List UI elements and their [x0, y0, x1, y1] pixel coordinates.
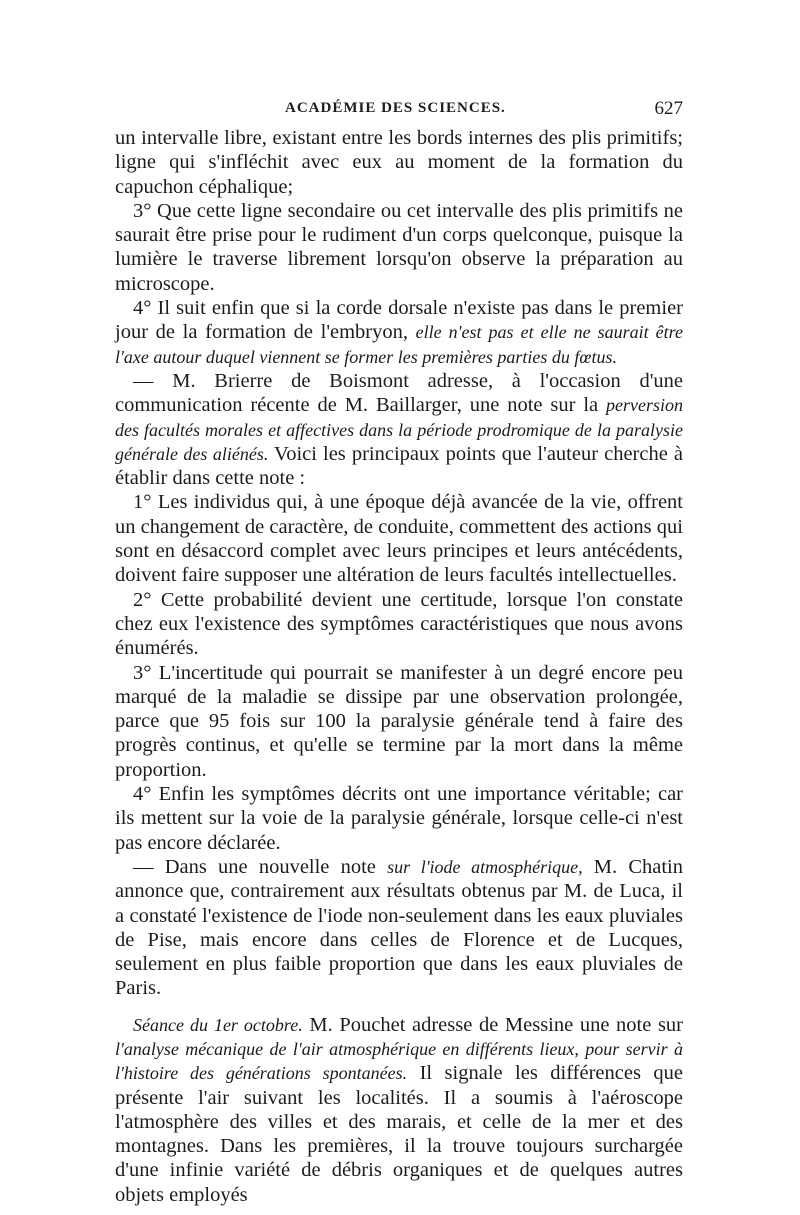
italic-text: l'analyse mécanique de l'air atmosphérique en différents lieux, pour servir à l'histoire des générations spontanées. — [115, 1038, 683, 1084]
paragraph — [115, 588, 683, 661]
paragraph-text: 3° Que cette ligne secondaire ou cet intervalle des plis primitifs ne saurait être prise pour le rudiment d'un corps quelconque, puisque la lumière le traverse librement lorsqu'on observe la préparation au microscope. — [115, 199, 683, 295]
paragraph-text: 1° Les individus qui, à une époque déjà avancée de la vie, offrent un changement de caractère, de conduite, commettent des actions qui sont en désaccord complet avec leurs principes et leurs antécédents, doivent faire supposer une altération de leurs facultés intellectuelles. — [115, 491, 683, 587]
paragraph — [115, 661, 683, 782]
paragraph-text: un intervalle libre, existant entre les bords internes des plis primitifs; ligne qui s'infléchit avec eux au moment de la formation du capuchon céphalique; — [115, 127, 683, 198]
paragraph-text: 4° Enfin les symptômes décrits ont une importance véritable; car ils mettent sur la voie de la paralysie générale, lorsque celle-ci n'est pas encore déclarée. — [115, 783, 683, 854]
paragraph — [115, 490, 683, 587]
paragraph — [115, 369, 683, 490]
paragraph-text: Il signale les différences que présente l'air suivant les localités. Il a soumis à l'aéroscope l'atmosphère des villes et des marais, et celle de la mer et des montagnes. Dans les premières, il la trouve toujours surchargée d'une infinie variété de débris organiques et de quelques autres objets employés — [115, 1062, 683, 1206]
paragraph-text: — Dans une nouvelle note — [133, 855, 376, 878]
page-header — [115, 98, 683, 122]
paragraph-text: M. Pouchet adresse de Messine une note sur — [309, 1013, 684, 1036]
italic-text: perversion des facultés morales et affectives dans la période prodromique de la paralysie générale des aliénés. — [115, 395, 684, 464]
paragraph-text: Voici les principaux points que l'auteur cherche à établir dans cette note : — [115, 442, 683, 490]
page-number: 627 — [654, 98, 683, 119]
paragraph — [115, 1013, 683, 1207]
session-date: Séance du 1er octobre. — [133, 1014, 303, 1035]
paragraph-text: 4° Il suit enfin que si la corde dorsale n'existe pas dans le premier jour de la formation de l'embryon, — [115, 297, 683, 344]
paragraph-text: 2° Cette probabilité devient une certitude, lorsque l'on constate chez eux l'existence des symptômes caractéristiques que nous avons énumérés. — [115, 588, 683, 660]
paragraph — [115, 199, 683, 296]
italic-text: sur l'iode atmosphérique, — [387, 856, 583, 877]
page-body — [115, 126, 683, 1207]
paragraph-text: — M. Brierre de Boismont adresse, à l'occasion d'une communication récente de M. Baillarger, une note sur la — [115, 369, 683, 417]
running-title: ACADÉMIE DES SCIENCES. — [285, 100, 506, 116]
italic-text: elle n'est pas et elle ne saurait être l'axe autour duquel viennent se former les premières parties du fœtus. — [115, 322, 683, 367]
paragraph — [115, 855, 683, 1001]
paragraph-text: 3° L'incertitude qui pourrait se manifester à un degré encore peu marqué de la maladie se dissipe par une observation prolongée, parce que 95 fois sur 100 la paralysie générale tend à faire des progrès continus, et qu'elle se termine par la mort dans la même proportion. — [115, 661, 683, 781]
paragraph — [115, 296, 683, 369]
paragraph — [115, 126, 683, 199]
paragraph-text: M. Chatin annonce que, contrairement aux résultats obtenus par M. de Luca, il a constaté l'existence de l'iode non-seulement dans les eaux pluviales de Pise, mais encore dans celles de Florence et de Lucques, seulement en plus faible proportion que dans les eaux pluviales de Paris. — [115, 855, 684, 1000]
paragraph — [115, 782, 683, 855]
